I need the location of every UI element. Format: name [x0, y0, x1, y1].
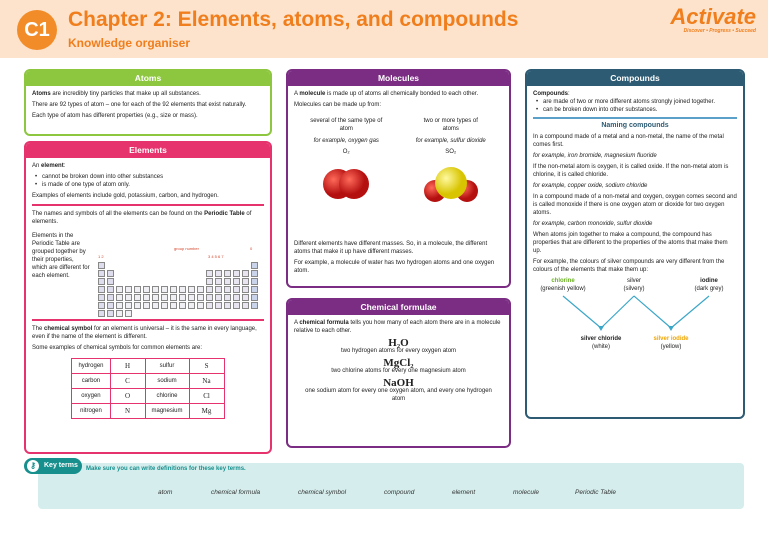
element-bullet: • cannot be broken down into other substances: [42, 173, 264, 181]
periodic-cell: [215, 294, 222, 301]
periodic-cell: [242, 278, 249, 285]
periodic-cell: [215, 270, 222, 277]
symbol-examples-intro: Some examples of chemical symbols for common elements are:: [32, 345, 203, 351]
chemical-formulae-panel: [286, 298, 511, 448]
group-zero-label: 0: [250, 246, 253, 251]
element-name: chlorine: [145, 389, 189, 404]
periodic-cell: [125, 294, 132, 301]
chapter-badge: C1: [17, 10, 57, 50]
periodic-cell: [242, 302, 249, 309]
element-bullet: • is made of one type of atom only.: [42, 181, 264, 189]
periodic-cell: [179, 286, 186, 293]
periodic-cell: [143, 294, 150, 301]
periodic-cell: [125, 286, 132, 293]
page-title: Chapter 2: Elements, atoms, and compounds: [68, 8, 519, 31]
periodic-cell: [107, 310, 114, 317]
formula-mgcl2: MgCl₂: [383, 357, 414, 369]
periodic-cell: [152, 302, 159, 309]
element-symbol: H: [110, 359, 145, 374]
periodic-cell: [107, 294, 114, 301]
formula-h2o: H₂O: [388, 337, 409, 349]
element-intro: An element:: [32, 163, 66, 169]
element-symbol: C: [110, 374, 145, 389]
periodic-cell: [107, 302, 114, 309]
key-terms-instruction: Make sure you can write definitions for these key terms.: [86, 466, 246, 472]
periodic-cell: [242, 286, 249, 293]
element-name: oxygen: [72, 389, 110, 404]
compound-bullet: • can be broken down into other substances.: [543, 106, 737, 114]
key-terms-badge: ⚷ Key terms: [24, 458, 82, 474]
element-symbol: Na: [189, 374, 224, 389]
key-term: compound: [384, 489, 415, 496]
periodic-cell: [215, 302, 222, 309]
compounds-heading: Compounds: [527, 71, 743, 86]
element-symbol: Cl: [189, 389, 224, 404]
molecule-masses-text: Different elements have different masses. So, in a molecule, the different atoms that make it up have different masses.: [294, 241, 488, 255]
element-symbol: N: [110, 404, 145, 419]
divider: [533, 117, 737, 119]
periodic-cell: [251, 278, 258, 285]
periodic-cell: [98, 302, 105, 309]
periodic-cell: [98, 294, 105, 301]
periodic-cell: [152, 294, 159, 301]
periodic-cell: [233, 270, 240, 277]
periodic-cell: [143, 302, 150, 309]
naming-heading: Naming compounds: [601, 122, 669, 129]
element-name: nitrogen: [72, 404, 110, 419]
atoms-properties-text: Each type of atom has different properties (e.g., size or mass).: [32, 113, 198, 119]
symbol-table-row: [72, 374, 224, 389]
periodic-cell: [179, 294, 186, 301]
element-name: hydrogen: [72, 359, 110, 374]
page-subtitle: Knowledge organiser: [68, 36, 191, 50]
periodic-cell: [152, 286, 159, 293]
naming-rule: In a compound made of a metal and a non-metal, the name of the metal comes first.: [533, 134, 724, 148]
periodic-cell: [224, 278, 231, 285]
key-icon: ⚷: [27, 460, 39, 472]
naming-rule: If the non-metal atom is oxygen, it is called oxide. If the non-metal atom is chlorine, it is called chloride.: [533, 164, 729, 178]
periodic-cell: [134, 302, 141, 309]
compounds-panel: [525, 69, 745, 419]
compound-properties-text: When atoms join together to make a compound, the compound has properties that are different to the properties of the atoms that make them up.: [533, 232, 728, 254]
element-name: sodium: [145, 374, 189, 389]
key-term: chemical symbol: [298, 489, 347, 496]
periodic-cell: [116, 286, 123, 293]
periodic-cell: [188, 286, 195, 293]
periodic-cell: [116, 310, 123, 317]
symbol-table-row: [72, 389, 224, 404]
periodic-cell: [233, 286, 240, 293]
element-name: sulfur: [145, 359, 189, 374]
formula-definition: A chemical formula tells you how many of each atom there are in a molecule relative to each other.: [294, 320, 501, 334]
periodic-cell: [233, 302, 240, 309]
naming-rule: In a compound made of a non-metal and oxygen, oxygen comes second and is called monoxide if there is one oxygen atom or dioxide for two oxygen atoms.: [533, 194, 737, 216]
formula-desc: two hydrogen atoms for every oxygen atom: [340, 348, 457, 354]
periodic-cell: [206, 302, 213, 309]
chemical-symbol-text: The chemical symbol for an element is universal – it is the same in every language, even if the name of the element is different.: [32, 326, 257, 340]
periodic-cell: [161, 294, 168, 301]
periodic-cell: [134, 294, 141, 301]
element-symbol: Mg: [189, 404, 224, 419]
periodic-cell: [98, 278, 105, 285]
periodic-cell: [107, 270, 114, 277]
periodic-cell: [125, 310, 132, 317]
atoms-panel: [24, 69, 272, 136]
periodic-cell: [206, 286, 213, 293]
periodic-cell: [170, 302, 177, 309]
periodic-cell: [179, 302, 186, 309]
groups-left-label: 1 2: [98, 254, 104, 259]
periodic-cell: [116, 302, 123, 309]
element-symbol: O: [110, 389, 145, 404]
periodic-cell: [242, 294, 249, 301]
different-atoms-column: two or more types of atoms for example, sulfur dioxide SO₂: [399, 117, 504, 212]
key-term: chemical formula: [211, 489, 261, 496]
element-examples: Examples of elements include gold, potassium, carbon, and hydrogen.: [32, 193, 219, 199]
formulae-heading: Chemical formulae: [288, 300, 509, 315]
periodic-cell: [161, 286, 168, 293]
elements-heading: Elements: [26, 143, 270, 158]
periodic-cell: [224, 302, 231, 309]
periodic-cell: [170, 294, 177, 301]
periodic-cell: [98, 262, 105, 269]
periodic-cell: [143, 286, 150, 293]
periodic-cell: [206, 270, 213, 277]
key-term: Periodic Table: [575, 489, 616, 496]
atoms-types-text: There are 92 types of atom – one for each of the 92 elements that exist naturally.: [32, 102, 247, 108]
compounds-label: Compounds:: [533, 91, 570, 97]
periodic-cell: [197, 294, 204, 301]
formula-desc: two chlorine atoms for every one magnesium atom: [331, 368, 466, 374]
groups-right-label: 3 4 5 6 7: [208, 254, 224, 259]
symbol-table-row: [72, 359, 224, 374]
periodic-cell: [161, 302, 168, 309]
periodic-cell: [98, 310, 105, 317]
periodic-cell: [206, 294, 213, 301]
periodic-cell: [197, 302, 204, 309]
naming-example: for example, iron bromide, magnesium fluoride: [533, 153, 657, 159]
periodic-table-text: The names and symbols of all the elements can be found on the Periodic Table of elements.: [32, 211, 252, 225]
atoms-definition: Atoms are incredibly tiny particles that make up all substances.: [32, 91, 201, 97]
divider: [32, 204, 264, 206]
periodic-cell: [215, 286, 222, 293]
periodic-cell: [197, 286, 204, 293]
silver-example-text: For example, the colours of silver compounds are very different from the colours of the elements that make them up:: [533, 259, 725, 273]
periodic-cell: [188, 302, 195, 309]
periodic-cell: [233, 294, 240, 301]
molecules-panel: [286, 69, 511, 288]
symbol-table-row: [72, 404, 224, 419]
periodic-cell: [251, 302, 258, 309]
key-term: element: [452, 489, 476, 496]
atoms-heading: Atoms: [26, 71, 270, 86]
periodic-cell: [170, 286, 177, 293]
periodic-cell: [251, 262, 258, 269]
periodic-cell: [125, 302, 132, 309]
periodic-cell: [116, 294, 123, 301]
key-term: atom: [158, 489, 173, 496]
molecule-made-from: Molecules can be made up from:: [294, 102, 382, 108]
periodic-cell: [224, 270, 231, 277]
activate-logo: Activate Discover • Progress • Succeed: [670, 4, 756, 34]
periodic-cell: [251, 286, 258, 293]
group-number-label: group number: [174, 246, 199, 251]
periodic-cell: [206, 278, 213, 285]
formula-naoh: NaOH: [383, 377, 414, 389]
molecule-definition: A molecule is made up of atoms all chemically bonded to each other.: [294, 91, 479, 97]
periodic-cell: [134, 286, 141, 293]
reaction-arrows: [533, 294, 739, 334]
element-name: magnesium: [145, 404, 189, 419]
symbol-table: [71, 358, 224, 419]
periodic-cell: [98, 270, 105, 277]
periodic-cell: [233, 278, 240, 285]
element-name: carbon: [72, 374, 110, 389]
elements-panel: [24, 141, 272, 454]
naming-example: for example, carbon monoxide, sulfur dioxide: [533, 221, 653, 227]
water-example-text: For example, a molecule of water has two hydrogen atoms and one oxygen atom.: [294, 260, 495, 274]
element-symbol: S: [189, 359, 224, 374]
periodic-cell: [242, 270, 249, 277]
key-term: molecule: [513, 489, 540, 496]
molecules-heading: Molecules: [288, 71, 509, 86]
periodic-cell: [251, 294, 258, 301]
oxygen-molecule-icon: [316, 163, 376, 205]
silver-compounds-diagram: chlorine (greenish yellow) silver (silvery) iodine (dark grey) silver chloride (white) silver iodide (yellow): [533, 277, 737, 357]
periodic-cell: [251, 270, 258, 277]
grouped-text: Elements in the Periodic Table are grouped together by their properties, which are different for each element.: [32, 233, 90, 279]
periodic-table-image: [94, 248, 262, 326]
periodic-cell: [224, 286, 231, 293]
periodic-cell: [98, 286, 105, 293]
periodic-cell: [107, 278, 114, 285]
naming-example: for example, copper oxide, sodium chloride: [533, 183, 648, 189]
sulfur-dioxide-molecule-icon: [421, 161, 481, 209]
compound-bullet: • are made of two or more different atoms strongly joined together.: [543, 98, 737, 106]
periodic-cell: [188, 294, 195, 301]
periodic-cell: [224, 294, 231, 301]
formula-desc: one sodium atom for every one oxygen atom, and every one hydrogen atom: [305, 388, 492, 402]
same-atoms-column: several of the same type of atom for example, oxygen gas O₂: [294, 117, 399, 212]
periodic-cell: [107, 286, 114, 293]
periodic-cell: [215, 278, 222, 285]
